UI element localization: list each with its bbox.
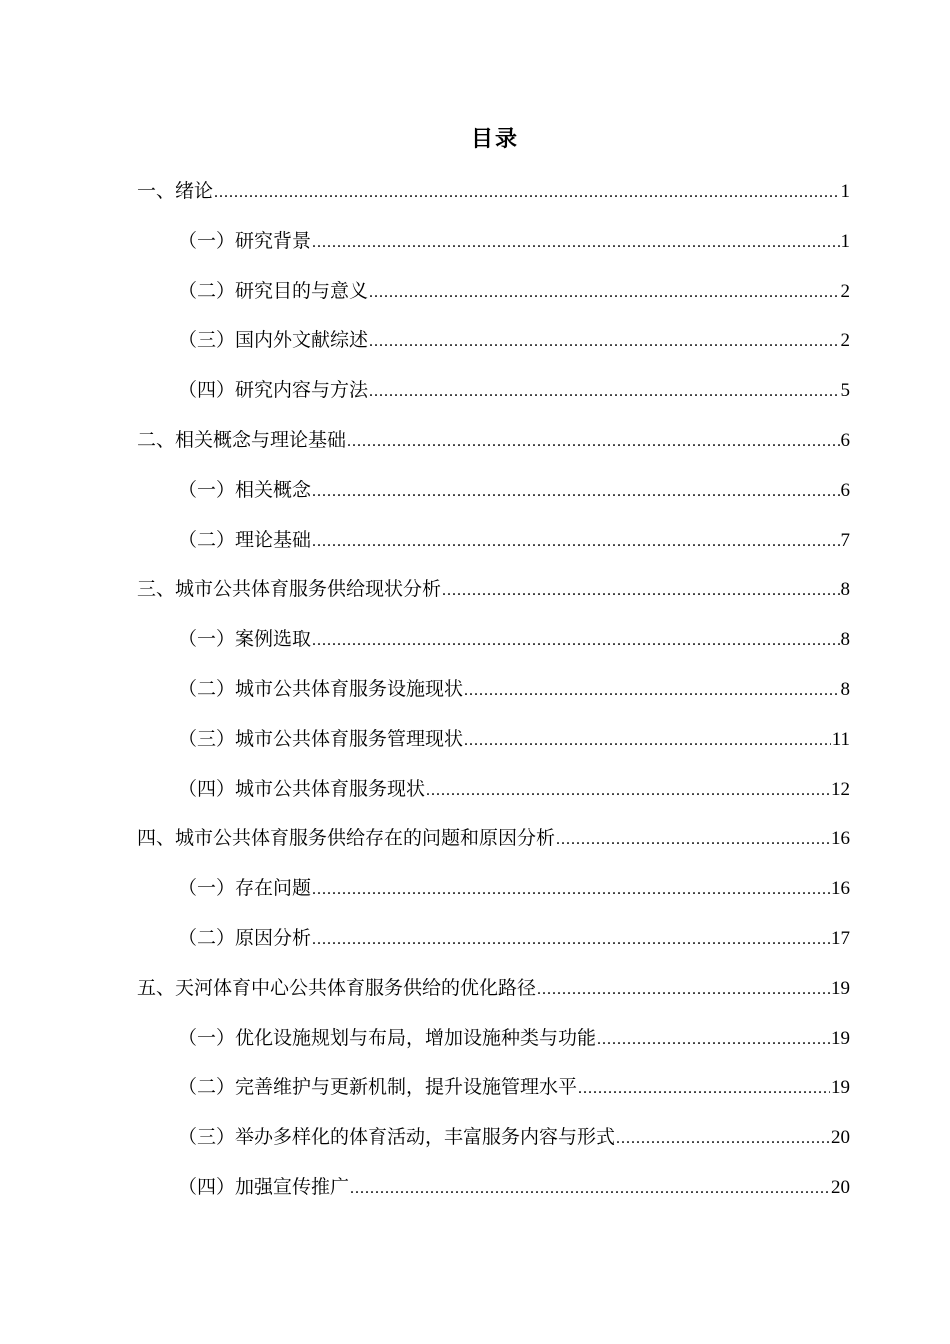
toc-entry[interactable] <box>0 274 950 324</box>
toc-entry-label: 一、绪论 <box>137 180 214 202</box>
toc-entry-label: 三、城市公共体育服务供给现状分析 <box>137 578 442 601</box>
toc-entry-label: （三）城市公共体育服务管理现状 <box>178 727 464 750</box>
toc-page-number: 20 <box>831 1176 850 1198</box>
toc-entry[interactable] <box>0 373 950 423</box>
toc-entry[interactable] <box>0 473 950 523</box>
dot-leader <box>556 827 830 853</box>
toc-entry[interactable] <box>0 423 950 473</box>
toc-entry-label: （一）存在问题 <box>178 877 312 900</box>
toc-entry[interactable] <box>0 722 950 772</box>
toc-page-number: 8 <box>840 579 850 601</box>
toc-page-number: 1 <box>840 181 850 202</box>
toc-entry-label: （四）研究内容与方法 <box>178 379 369 402</box>
toc-page-number: 17 <box>831 927 850 949</box>
dot-leader <box>597 1027 830 1053</box>
toc-entry-label: （二）原因分析 <box>178 926 312 949</box>
toc-page-number: 2 <box>840 280 850 302</box>
dot-leader <box>464 678 839 704</box>
toc-entry-label: 四、城市公共体育服务供给存在的问题和原因分析 <box>137 827 556 850</box>
toc-entry-label: （一）研究背景 <box>178 229 312 252</box>
toc-entry[interactable] <box>0 174 950 224</box>
toc-entry[interactable] <box>0 1120 950 1170</box>
toc-page-number: 5 <box>840 380 850 402</box>
toc-entry-label: （一）案例选取 <box>178 628 312 651</box>
dot-leader <box>347 429 839 455</box>
dot-leader <box>312 529 839 555</box>
toc-entry-label: （三）举办多样化的体育活动，丰富服务内容与形式 <box>178 1126 616 1149</box>
dot-leader <box>312 927 830 953</box>
toc-page-number: 7 <box>840 529 850 551</box>
toc-page-number: 1 <box>840 230 850 252</box>
toc-entry[interactable] <box>0 572 950 622</box>
dot-leader <box>369 379 839 405</box>
toc-entry[interactable] <box>0 971 950 1021</box>
toc-entry[interactable] <box>0 672 950 722</box>
dot-leader <box>616 1126 830 1152</box>
toc-entry-label: （二）城市公共体育服务设施现状 <box>178 677 464 700</box>
toc-entry-label: （一）相关概念 <box>178 478 312 501</box>
toc-entry-label: （四）城市公共体育服务现状 <box>178 777 426 800</box>
toc-entry-label: （二）完善维护与更新机制，提升设施管理水平 <box>178 1076 578 1099</box>
toc-page-number: 20 <box>831 1127 850 1149</box>
toc-entry[interactable] <box>0 622 950 672</box>
dot-leader <box>312 877 830 903</box>
toc-entry[interactable] <box>0 772 950 822</box>
toc-list <box>0 174 950 1220</box>
toc-page-number: 12 <box>831 778 850 800</box>
toc-entry[interactable] <box>0 871 950 921</box>
toc-entry-label: （三）国内外文献综述 <box>178 329 369 352</box>
dot-leader <box>369 329 839 355</box>
toc-page-number: 11 <box>831 728 850 750</box>
toc-entry-label: 二、相关概念与理论基础 <box>137 428 347 451</box>
toc-page-number: 19 <box>831 1027 850 1049</box>
dot-leader <box>464 728 831 754</box>
toc-page-number: 8 <box>840 629 850 651</box>
dot-leader <box>312 628 839 654</box>
toc-entry[interactable] <box>0 921 950 971</box>
toc-page-number: 6 <box>840 479 850 501</box>
toc-entry[interactable] <box>0 1070 950 1120</box>
dot-leader <box>214 180 839 206</box>
toc-entry[interactable] <box>0 224 950 274</box>
toc-page-number: 8 <box>840 678 850 700</box>
dot-leader <box>312 230 839 256</box>
toc-entry-label: （一）优化设施规划与布局，增加设施种类与功能 <box>178 1026 597 1049</box>
dot-leader <box>369 280 839 306</box>
toc-entry-label: （四）加强宣传推广 <box>178 1175 350 1198</box>
dot-leader <box>537 977 830 1003</box>
toc-page-number: 16 <box>831 878 850 900</box>
toc-entry-label: 五、天河体育中心公共体育服务供给的优化路径 <box>137 976 537 999</box>
toc-page-number: 16 <box>831 828 850 850</box>
dot-leader <box>578 1076 830 1102</box>
toc-entry-label: （二）研究目的与意义 <box>178 279 369 302</box>
dot-leader <box>426 778 830 804</box>
dot-leader <box>312 479 839 505</box>
toc-page-number: 6 <box>840 429 850 451</box>
toc-entry-label: （二）理论基础 <box>178 528 312 551</box>
toc-page-number: 19 <box>831 977 850 999</box>
toc-page-number: 19 <box>831 1077 850 1099</box>
toc-page-number: 2 <box>840 330 850 352</box>
toc-entry[interactable] <box>0 1021 950 1071</box>
dot-leader <box>350 1176 830 1202</box>
toc-entry[interactable] <box>0 1170 950 1220</box>
toc-entry[interactable] <box>0 523 950 573</box>
dot-leader <box>442 578 839 604</box>
toc-entry[interactable] <box>0 821 950 871</box>
toc-title: 目录 <box>470 127 519 152</box>
toc-entry[interactable] <box>0 323 950 373</box>
